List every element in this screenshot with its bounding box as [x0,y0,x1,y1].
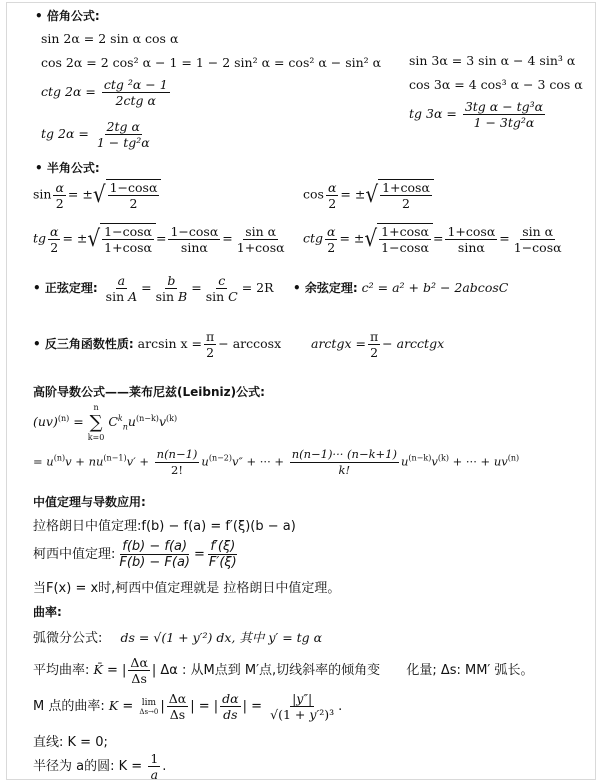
avg-curvature-label: 平均曲率: [33,663,90,678]
circle-denominator: a [150,767,159,782]
arc-differential [33,627,322,646]
lagrange-theorem: 拉格朗日中值定理:f(b) − f(a) = f′(ξ)(b − a) [33,519,296,534]
formula-cosine-law: • 余弦定理: c² = a² + b² − 2abcosC [293,280,509,295]
formula-sine-law: • 正弦定理: $\frac{a}{\text{sin A}}$ = $\frac{b}{\text{sin B}}$ = $\frac{c}{\text{sin C}}$ = 2R [33,273,274,304]
formula-cos2a: cos 2α = 2 cos² α − 1 = 1 − 2 sin² α = cos² α − sin² α [41,55,382,70]
section-half-angle-header: • 半角公式: [35,161,100,175]
cosine-law-text: c² = a² + b² − 2abcosC [361,280,509,295]
arctg-lhs: arctgx = [311,336,366,351]
section-title: 半角公式: [46,161,100,175]
formula-sin-half: sin $\frac{\alpha}{2}$ = ± √ $\frac{1-\cos\alpha}{2}$ [33,179,161,211]
tg3a-denominator: 1 − 3tg²α [473,115,535,130]
tg2a-numerator: 2tg α [106,119,140,134]
tg2a-lhs: tg 2α = [41,126,89,141]
formula-arctg: arctgx = $\frac{\pi}{2}$ − arcctgx [311,329,445,360]
arcsin-lhs: arcsin x = [137,336,203,351]
section-title: 倍角公式: [46,9,100,23]
formula-leibniz-sum: (uv)$^{(n)}$ = n ∑ k=0 $C^k_nu^{(n-k)}v^{(k)}$ [33,403,178,442]
circle-curvature-label: 半径为 a的圆: K = [33,759,143,774]
formula-sheet [6,2,596,780]
formula-ctg-half: ctg $\frac{\alpha}{2}$ = ± √ $\frac{1+\cos\alpha}{1-\cos\alpha}$ = $\frac{1+\cos\alpha}{\sin\alpha}$ = $\frac{\text{sin α}}{1-\cos\alpha}$ [303,223,562,255]
arcsin-tail: − arccosx [218,336,282,351]
cauchy-note: 当F(x) = x时,柯西中值定理就是 拉格朗日中值定理。 [33,581,341,596]
formula-cos3a: cos 3α = 4 cos³ α − 3 cos α [409,77,583,92]
avg-curvature-desc2: 化量; Δs: MM′ 弧长。 [406,663,534,678]
m-curvature-label: M 点的曲率: [33,699,105,714]
ctg2a-lhs: ctg 2α = [41,84,96,99]
point-curvature: M 点的曲率: K = lim Δs→0 | $\frac{\Delta\alpha}{\Delta s}$ | = | $\frac{d\alpha}{ds}$ | = $\frac{|y''|}{\text{√(1 + y′²)³}}$ . [33,691,343,722]
sine-law-rhs: = 2R [241,280,274,295]
section-curvature-header: 曲率: [33,605,62,619]
formula-cos-half: cos $\frac{\alpha}{2}$ = ± √ $\frac{1+\cos\alpha}{2}$ [303,179,434,211]
cauchy-label: 柯西中值定理: [33,547,116,562]
formula-sin2a: sin 2α = 2 sin α cos α [41,31,179,46]
formula-leibniz-expanded: = $u^{(n)}v + nu^{(n-1)}v'$ + $\frac{n(n-1)}{2!}$ $u^{(n-2)}v''$ + ··· + $\frac{n(n-1)\cdot\cdot\cdot (n-k+1)}{k!}$ $u^{(n-k)}v^{(k)}$ + ··· + $uv^{(n)}$ [33,447,520,477]
section-title: 余弦定理: [304,281,358,295]
arc-diff-label: 弧微分公式: [33,631,103,646]
circle-numerator: 1 [150,751,159,766]
formula-tg2a [41,119,154,150]
section-title: 正弦定理: [44,281,98,295]
section-mean-value-header: 中值定理与导数应用: [33,495,146,509]
section-title: 反三角函数性质: [44,337,134,351]
cauchy-theorem: 柯西中值定理: $\frac{f(b) - f(a)}{F(b) - F(a)}$ = $\frac{f'(\xi)}{F'(\xi)}$ [33,539,237,570]
formula-ctg2a [41,77,172,108]
arctg-tail: − arcctgx [382,336,445,351]
section-double-angle-header: • 倍角公式: [35,9,100,23]
ctg2a-numerator: ctg ²α − 1 [103,77,168,92]
tg3a-numerator: 3tg α − tg³α [464,99,544,114]
circle-curvature: 半径为 a的圆: K = $\frac{1}{a}$ . [33,751,167,782]
formula-tg-half: tg $\frac{\alpha}{2}$ = ± √ $\frac{1-\cos\alpha}{1+\cos\alpha}$ = $\frac{1-\cos\alpha}{\sin\alpha}$ = $\frac{\text{sin α}}{1+\cos\alpha}$ [33,223,285,255]
average-curvature: 平均曲率: K̄ = | $\frac{\Delta\alpha}{\Delta s}$ | Δα : 从M点到 M′点,切线斜率的倾角变 化量; Δs: MM′ 弧长。 [33,655,534,686]
tg3a-lhs: tg 3α = [409,106,457,121]
section-leibniz-header: 高阶导数公式——莱布尼兹(Leibniz)公式: [33,385,265,399]
line-curvature: 直线: K = 0; [33,735,108,750]
ctg2a-denominator: 2ctg α [115,93,156,108]
formula-sin3a: sin 3α = 3 sin α − 4 sin³ α [409,53,576,68]
formula-tg3a [409,99,547,130]
avg-curvature-desc: Δα : 从M点到 M′点,切线斜率的倾角变 [160,663,381,678]
arc-diff-formula: ds = √(1 + y′²) dx, 其中 y′ = tg α [120,630,323,645]
formula-inverse-trig: • 反三角函数性质: arcsin x = $\frac{\pi}{2}$ − arccosx [33,329,282,360]
tg2a-denominator: 1 − tg²α [96,135,150,150]
